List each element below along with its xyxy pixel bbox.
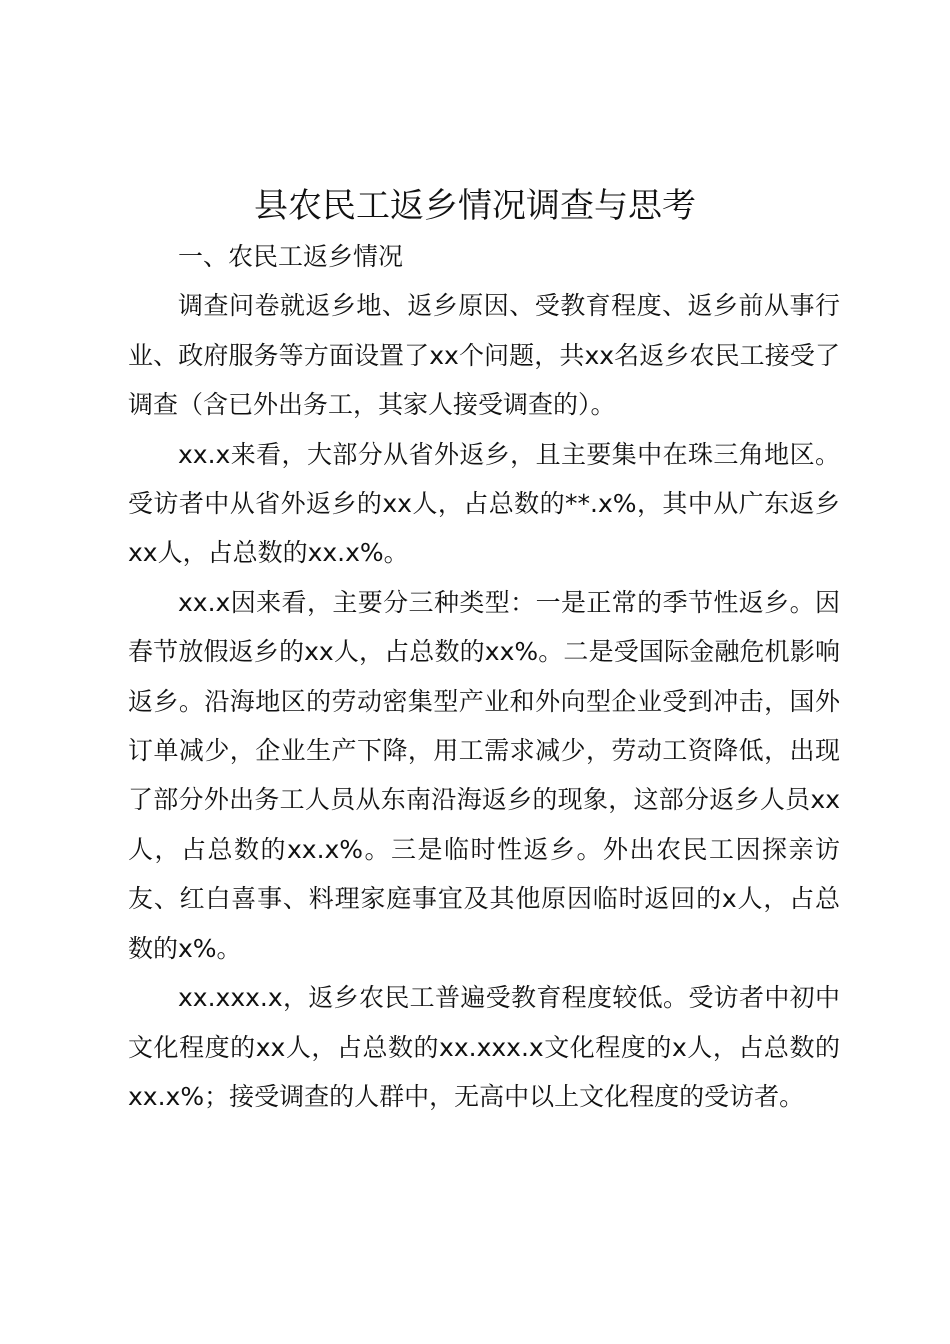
- document-title: 县农民工返乡情况调查与思考: [254, 186, 696, 226]
- paragraph-return-origin: xx.x来看，大部分从省外返乡，且主要集中在珠三角地区。受访者中从省外返乡的xx人，占总数的**.x%，其中从广东返乡xx人，占总数的xx.x%。: [128, 439, 840, 568]
- paragraph-education-level: xx.xxx.x，返乡农民工普遍受教育程度较低。受访者中初中文化程度的xx人，占总数的xx.xxx.x文化程度的x人，占总数的xx.x%；接受调查的人群中，无高中以上文化程度的受访者。: [128, 983, 840, 1111]
- section-heading: 一、农民工返乡情况: [178, 242, 404, 271]
- document-body: [128, 232, 840, 1121]
- paragraph-return-reasons: xx.x因来看，主要分三种类型：一是正常的季节性返乡。因春节放假返乡的xx人，占总数的xx%。二是受国际金融危机影响返乡。沿海地区的劳动密集型产业和外向型企业受到冲击，国外订单减少，企业生产下降，用工需求减少，劳动工资降低，出现了部分外出务工人员从东南沿海返乡的现象，这部分返乡人员xx人，占总数的xx.x%。三是临时性返乡。外出农民工因探亲访友、红白喜事、料理家庭事宜及其他原因临时返回的x人，占总数的x%。: [128, 587, 840, 963]
- paragraph-survey-overview: 调查问卷就返乡地、返乡原因、受教育程度、返乡前从事行业、政府服务等方面设置了xx个问题，共xx名返乡农民工接受了调查（含已外出务工，其家人接受调查的）。: [128, 291, 840, 420]
